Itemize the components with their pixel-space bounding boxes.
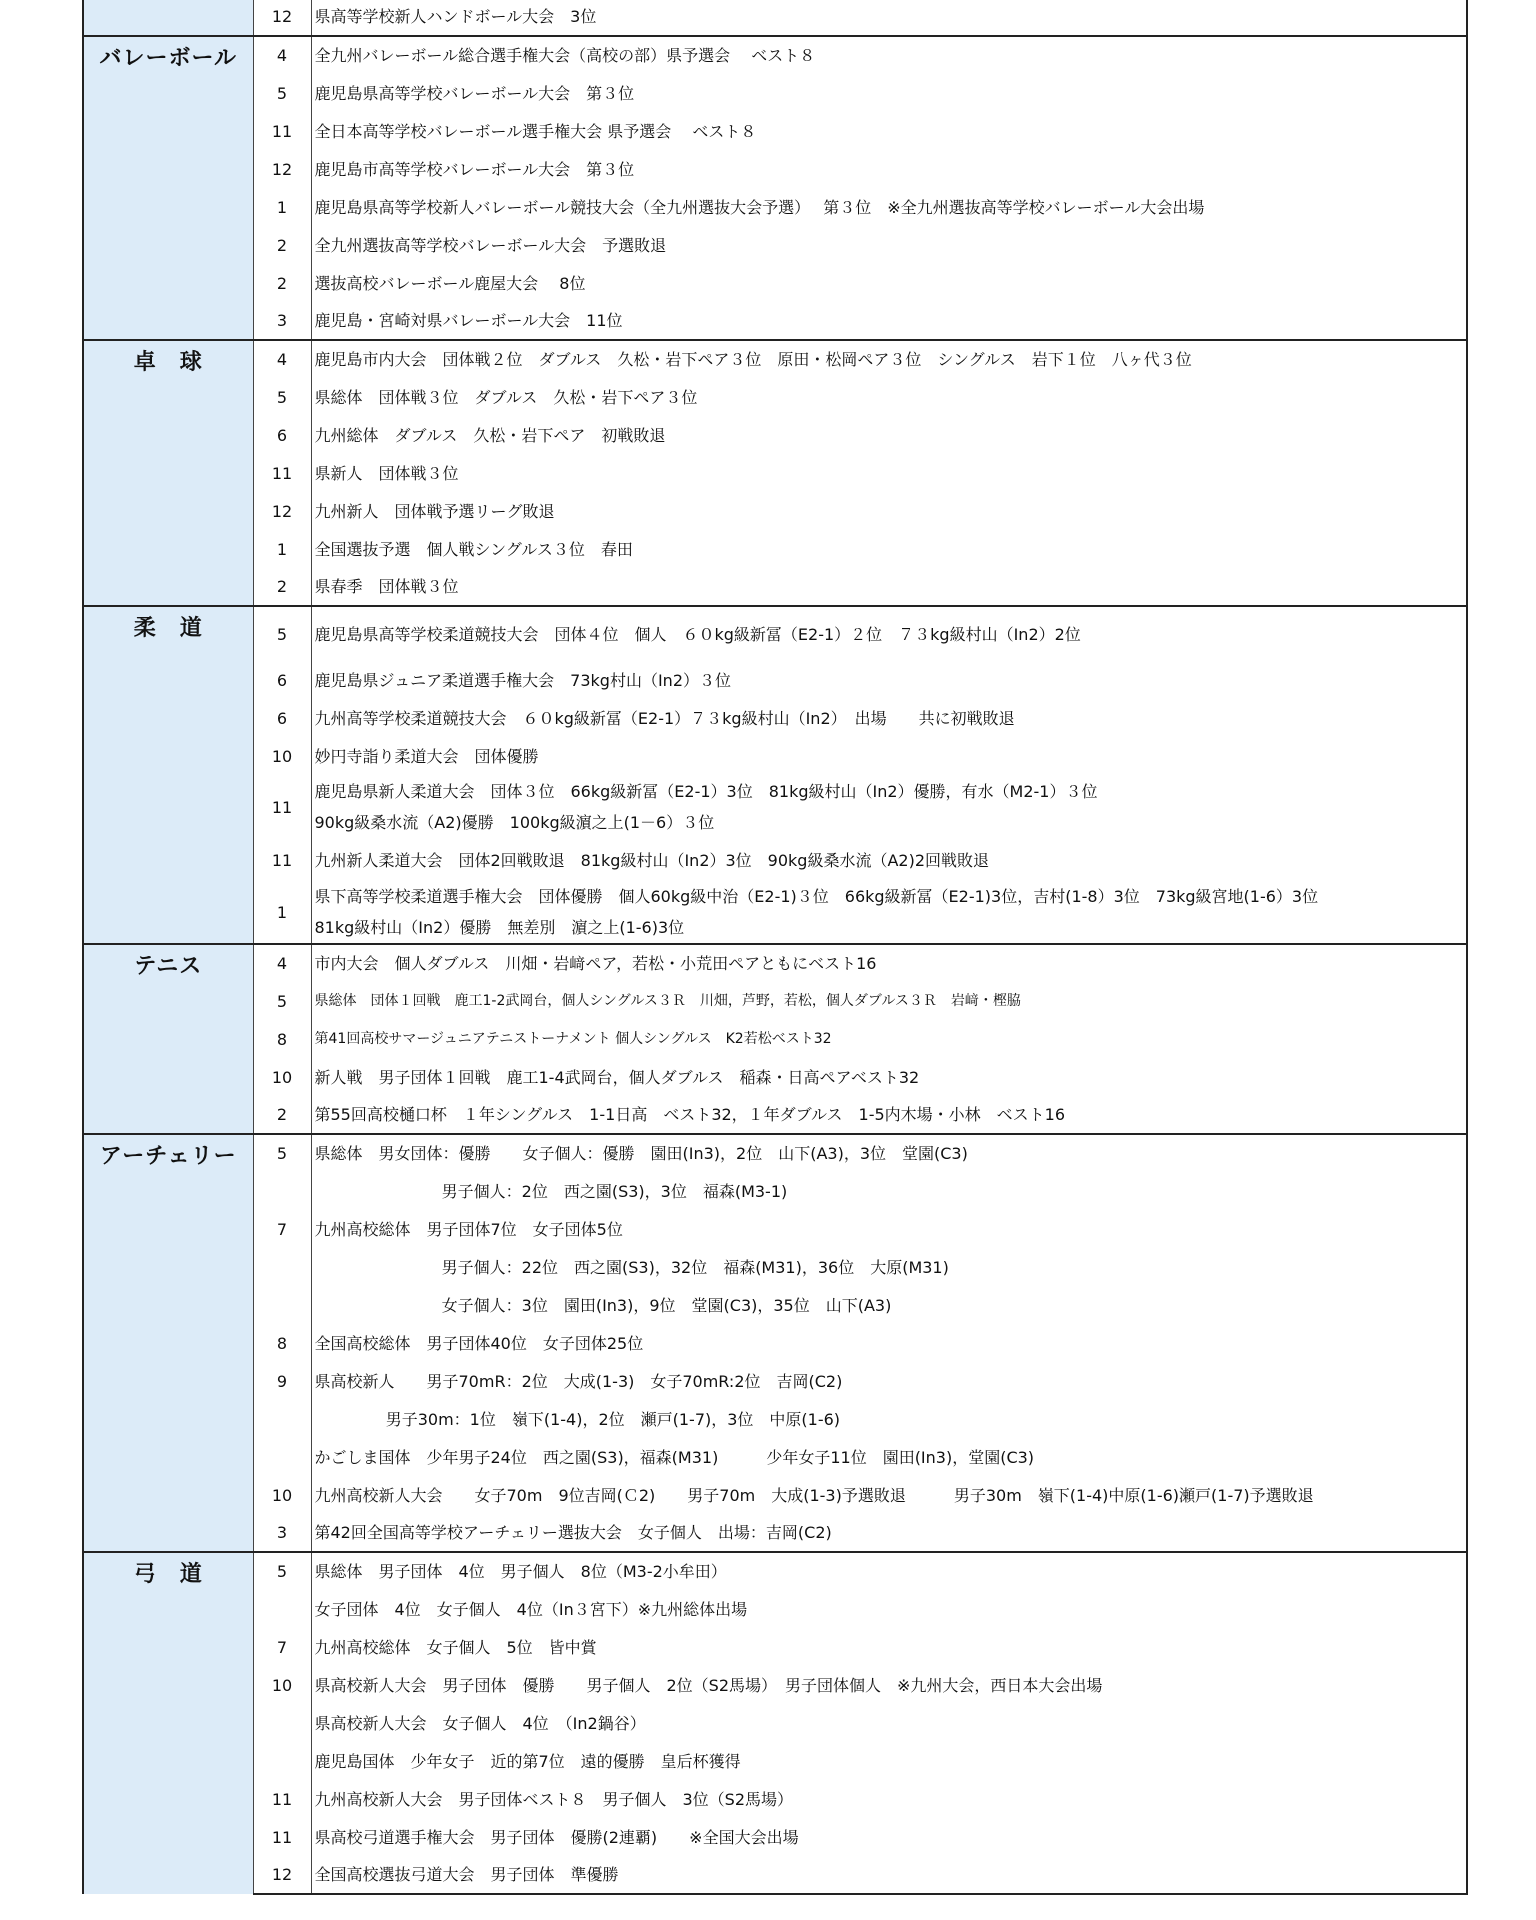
month-cell: 7 [253,1628,311,1666]
month-cell: 11 [253,839,311,881]
table-row [83,150,1467,188]
table-row [83,74,1467,112]
month-cell: 2 [253,568,311,606]
table-row [83,1552,1467,1590]
month-cell: 7 [253,1210,311,1248]
table-row [83,1058,1467,1096]
category-cell [83,0,253,36]
result-text: 鹿児島県高等学校バレーボール大会 第３位 [311,74,1467,112]
result-text: 鹿児島・宮崎対県バレーボール大会 11位 [311,302,1467,340]
result-text: 九州高等学校柔道競技大会 ６０kg級新冨（E2-1）７３kg級村山（In2） 出場 共に初戦敗退 [311,699,1467,737]
table-row [83,1362,1467,1400]
table-row [83,1514,1467,1552]
month-cell: 5 [253,1552,311,1590]
result-text: 県高校新人 男子70mR：2位 大成(1-3) 女子70mR:2位 吉岡(C2) [311,1362,1467,1400]
table-row [83,944,1467,982]
result-text: 県新人 団体戦３位 [311,454,1467,492]
table-row [83,1096,1467,1134]
table-row [83,1704,1467,1742]
result-text: 県下高等学校柔道選手権大会 団体優勝 個人60kg級中治（E2-1)３位 66kg級新冨（E2-1)3位，吉村(1-8）3位 73kg級宮地(1-6）3位 81kg級村山（In2）優勝 無差別 濵之上(1-6)3位 [311,881,1467,944]
result-text: 県総体 男女団体：優勝 女子個人：優勝 園田(In3)，2位 山下(A3)，3位 堂園(C3) [311,1134,1467,1172]
result-text: 全国高校選抜弓道大会 男子団体 準優勝 [311,1856,1467,1894]
result-text: 鹿児島県ジュニア柔道選手権大会 73kg村山（In2）３位 [311,661,1467,699]
table-row [83,1818,1467,1856]
month-cell: 5 [253,74,311,112]
table-row [83,661,1467,699]
month-cell: 11 [253,775,311,839]
table-row [83,1438,1467,1476]
table-row [83,1248,1467,1286]
month-cell: 10 [253,1476,311,1514]
category-cell: テニス [83,944,253,1134]
table-row [83,112,1467,150]
table-row [83,1020,1467,1058]
month-cell [253,1400,311,1438]
table-row [83,606,1467,661]
table-row [83,1134,1467,1172]
category-cell: アーチェリー [83,1134,253,1552]
category-cell: 卓 球 [83,340,253,606]
result-text: 妙円寺詣り柔道大会 団体優勝 [311,737,1467,775]
result-text: 県高等学校新人ハンドボール大会 3位 [311,0,1467,36]
result-text: 鹿児島国体 少年女子 近的第7位 遠的優勝 皇后杯獲得 [311,1742,1467,1780]
month-cell: 10 [253,737,311,775]
table-row [83,226,1467,264]
table-row [83,1742,1467,1780]
month-cell: 1 [253,188,311,226]
month-cell [253,1172,311,1210]
month-cell: 2 [253,264,311,302]
table-row [83,1590,1467,1628]
table-row [83,1400,1467,1438]
table-row [83,1210,1467,1248]
month-cell [253,1590,311,1628]
table-row [83,454,1467,492]
table-row [83,1780,1467,1818]
result-text: 九州総体 ダブルス 久松・岩下ペア 初戦敗退 [311,416,1467,454]
month-cell: 6 [253,416,311,454]
month-cell: 5 [253,606,311,661]
month-cell: 2 [253,1096,311,1134]
result-text: 九州新人 団体戦予選リーグ敗退 [311,492,1467,530]
table-row [83,530,1467,568]
table-row [83,839,1467,881]
result-text: 鹿児島市高等学校バレーボール大会 第３位 [311,150,1467,188]
result-text: 女子団体 4位 女子個人 4位（In３宮下）※九州総体出場 [311,1590,1467,1628]
result-text: 九州高校新人大会 男子団体ベスト８ 男子個人 3位（S2馬場） [311,1780,1467,1818]
month-cell [253,1438,311,1476]
result-text: 全国選抜予選 個人戦シングルス３位 春田 [311,530,1467,568]
table-row [83,302,1467,340]
result-text: 第42回全国高等学校アーチェリー選抜大会 女子個人 出場：吉岡(C2) [311,1514,1467,1552]
month-cell [253,1704,311,1742]
month-cell: 2 [253,226,311,264]
month-cell: 1 [253,530,311,568]
table-row [83,264,1467,302]
result-text: 第41回高校サマージュニアテニストーナメント 個人シングルス K2若松ベスト32 [311,1020,1467,1058]
result-text: 鹿児島県高等学校柔道競技大会 団体４位 個人 ６０kg級新冨（E2-1）２位 ７３kg級村山（In2）2位 [311,606,1467,661]
result-text: 男子個人：22位 西之園(S3)，32位 福森(M31)，36位 大原(M31) [311,1248,1467,1286]
month-cell: 5 [253,1134,311,1172]
result-text: 全九州選抜高等学校バレーボール大会 予選敗退 [311,226,1467,264]
table-row [83,188,1467,226]
month-cell: 11 [253,1818,311,1856]
month-cell: 11 [253,454,311,492]
result-text: 県総体 団体１回戦 鹿工1-2武岡台，個人シングルス３Ｒ 川畑，芦野，若松，個人ダブルス３Ｒ 岩﨑・樫脇 [311,982,1467,1020]
result-text: 男子30m：1位 嶺下(1-4)，2位 瀬戸(1-7)，3位 中原(1-6) [311,1400,1467,1438]
month-cell: 6 [253,699,311,737]
table-row [83,775,1467,839]
month-cell: 9 [253,1362,311,1400]
result-text: 選抜高校バレーボール鹿屋大会 8位 [311,264,1467,302]
result-text: 県総体 団体戦３位 ダブルス 久松・岩下ペア３位 [311,378,1467,416]
table-row [83,568,1467,606]
result-text: 鹿児島県高等学校新人バレーボール競技大会（全九州選抜大会予選） 第３位 ※全九州選抜高等学校バレーボール大会出場 [311,188,1467,226]
result-text: 県総体 男子団体 4位 男子個人 8位（M3-2小牟田） [311,1552,1467,1590]
table-row [83,492,1467,530]
table-row [83,1856,1467,1894]
result-text: 九州高校総体 女子個人 5位 皆中賞 [311,1628,1467,1666]
results-table [82,0,1468,1895]
result-text: 市内大会 個人ダブルス 川畑・岩﨑ペア，若松・小荒田ペアともにベスト16 [311,944,1467,982]
table-row [83,1666,1467,1704]
month-cell: 3 [253,1514,311,1552]
result-text: 九州高校新人大会 女子70m 9位吉岡(Ｃ2) 男子70m 大成(1-3)予選敗退 男子30m 嶺下(1-4)中原(1-6)瀬戸(1-7)予選敗退 [311,1476,1467,1514]
result-text: かごしま国体 少年男子24位 西之園(S3)，福森(M31) 少年女子11位 園田(In3)，堂園(C3) [311,1438,1467,1476]
category-cell: バレーボール [83,36,253,340]
result-text: 県春季 団体戦３位 [311,568,1467,606]
month-cell: 12 [253,0,311,36]
month-cell: 3 [253,302,311,340]
month-cell: 10 [253,1058,311,1096]
table-row [83,1476,1467,1514]
category-cell: 弓 道 [83,1552,253,1894]
month-cell: 5 [253,982,311,1020]
result-text: 九州高校総体 男子団体7位 女子団体5位 [311,1210,1467,1248]
result-text: 九州新人柔道大会 団体2回戦敗退 81kg級村山（In2）3位 90kg級桑水流（A2)2回戦敗退 [311,839,1467,881]
month-cell: 8 [253,1324,311,1362]
month-cell: 4 [253,36,311,74]
result-text: 男子個人：2位 西之園(S3)，3位 福森(M3-1) [311,1172,1467,1210]
month-cell: 10 [253,1666,311,1704]
month-cell: 1 [253,881,311,944]
table-row [83,982,1467,1020]
result-text: 新人戦 男子団体１回戦 鹿工1-4武岡台，個人ダブルス 稲森・日高ペアベスト32 [311,1058,1467,1096]
table-row [83,1628,1467,1666]
results-table-body [83,0,1467,1894]
month-cell [253,1286,311,1324]
result-text: 県高校弓道選手権大会 男子団体 優勝(2連覇) ※全国大会出場 [311,1818,1467,1856]
month-cell: 11 [253,1780,311,1818]
table-row [83,881,1467,944]
result-text: 女子個人：3位 園田(In3)，9位 堂園(C3)，35位 山下(A3) [311,1286,1467,1324]
table-row [83,1286,1467,1324]
result-text: 県高校新人大会 女子個人 4位 （In2鍋谷） [311,1704,1467,1742]
month-cell: 12 [253,492,311,530]
month-cell: 4 [253,944,311,982]
result-text: 第55回高校樋口杯 １年シングルス 1-1日高 ベスト32，１年ダブルス 1-5内木場・小林 ベスト16 [311,1096,1467,1134]
result-text: 鹿児島市内大会 団体戦２位 ダブルス 久松・岩下ペア３位 原田・松岡ペア３位 シングルス 岩下１位 八ヶ代３位 [311,340,1467,378]
month-cell: 5 [253,378,311,416]
month-cell: 6 [253,661,311,699]
month-cell: 8 [253,1020,311,1058]
category-cell: 柔 道 [83,606,253,944]
month-cell: 12 [253,150,311,188]
result-text: 県高校新人大会 男子団体 優勝 男子個人 2位（S2馬場） 男子団体個人 ※九州大会，西日本大会出場 [311,1666,1467,1704]
table-row [83,0,1467,36]
month-cell: 12 [253,1856,311,1894]
month-cell: 11 [253,112,311,150]
table-row [83,737,1467,775]
month-cell: 4 [253,340,311,378]
table-row [83,416,1467,454]
result-text: 全国高校総体 男子団体40位 女子団体25位 [311,1324,1467,1362]
month-cell [253,1248,311,1286]
table-row [83,699,1467,737]
result-text: 全日本高等学校バレーボール選手権大会 県予選会 ベスト８ [311,112,1467,150]
table-row [83,1172,1467,1210]
result-text: 鹿児島県新人柔道大会 団体３位 66kg級新冨（E2-1）3位 81kg級村山（In2）優勝，有水（M2-1）３位 90kg級桑水流（A2)優勝 100kg級濵之上(1－6）３位 [311,775,1467,839]
table-row [83,36,1467,74]
table-row [83,378,1467,416]
result-text: 全九州バレーボール総合選手権大会（高校の部）県予選会 ベスト８ [311,36,1467,74]
month-cell [253,1742,311,1780]
table-row [83,1324,1467,1362]
table-row [83,340,1467,378]
